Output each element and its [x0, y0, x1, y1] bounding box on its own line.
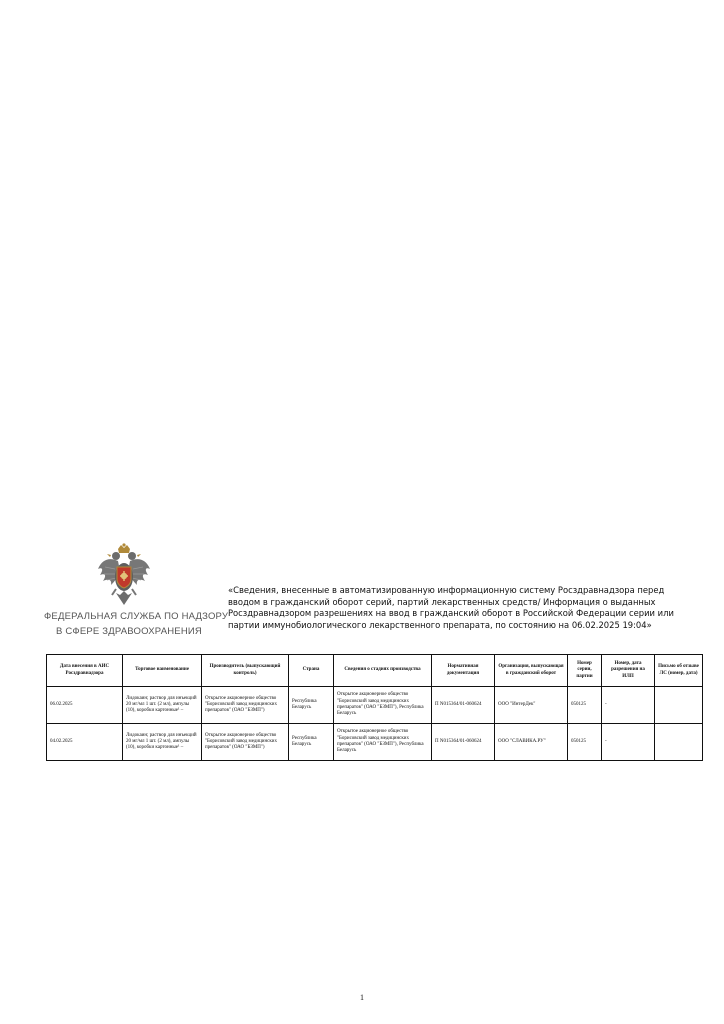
column-header: Организация, выпускающая в гражданский оборот	[495, 655, 568, 687]
agency-name	[44, 609, 229, 639]
registry-table	[46, 654, 703, 761]
column-header: Производитель (выпускающий контроль)	[202, 655, 289, 687]
table-header-row	[47, 655, 703, 687]
column-header: Страна	[289, 655, 334, 687]
cell-series-number: 050125	[568, 724, 602, 761]
cell-date: 04.02.2025	[47, 724, 123, 761]
cell-organization: ООО "ИнтерДек"	[495, 687, 568, 724]
document-title: «Сведения, внесенные в автоматизированную информационную систему Росздравнадзора перед вводом в гражданский оборот серий, партий лекарственных средств/ Информация о выданных Росздравнадзором разрешениях на ввод в гражданский оборот в Российской Федерации серии или партии иммунобиологического лекарственного препарата, по состоянию на 06.02.2025 19:04»	[228, 585, 674, 630]
cell-normative-doc: П N015364/01-060624	[432, 724, 495, 761]
cell-manufacturer: Открытое акционерное общество "Борисовский завод медицинских препаратов" (ОАО "БЗМП")	[202, 687, 289, 724]
cell-trade-name: Лидокаин; раствор для инъекций 20 мг/мл 1 шт. (2 мл), ампулы (10), коробки картонные¹ –	[123, 687, 202, 724]
page-number: 1	[360, 993, 364, 1002]
agency-name-line-2: В СФЕРЕ ЗДРАВООХРАНЕНИЯ	[55, 626, 202, 637]
cell-recall-letter	[655, 724, 703, 761]
cell-production-stages: Открытое акционерное общество "Борисовский завод медицинских препаратов" (ОАО "БЗМП"), Республика Беларусь	[334, 724, 432, 761]
table-row	[47, 687, 703, 724]
cell-manufacturer: Открытое акционерное общество "Борисовский завод медицинских препаратов" (ОАО "БЗМП")	[202, 724, 289, 761]
column-header: Номер, дата разрешения на ИЛП	[602, 655, 655, 687]
table-row	[47, 724, 703, 761]
cell-country: Республика Беларусь	[289, 687, 334, 724]
column-header: Дата внесения в АИС Росздравнадзора	[47, 655, 123, 687]
double-headed-eagle-emblem-icon	[96, 543, 152, 609]
cell-production-stages: Открытое акционерное общество "Борисовский завод медицинских препаратов" (ОАО "БЗМП"), Республика Беларусь	[334, 687, 432, 724]
cell-organization: ООО "СЛАВИКА.РУ"	[495, 724, 568, 761]
cell-country: Республика Беларусь	[289, 724, 334, 761]
cell-permit: -	[602, 724, 655, 761]
column-header: Номер серии, партии	[568, 655, 602, 687]
column-header: Нормативная документация	[432, 655, 495, 687]
cell-normative-doc: П N015364/01-060624	[432, 687, 495, 724]
agency-name-line-1: ФЕДЕРАЛЬНАЯ СЛУЖБА ПО НАДЗОРУ	[44, 611, 229, 622]
column-header: Письмо об отзыве ЛС (номер, дата)	[655, 655, 703, 687]
column-header: Сведения о стадиях производства	[334, 655, 432, 687]
cell-series-number: 050125	[568, 687, 602, 724]
cell-recall-letter	[655, 687, 703, 724]
cell-trade-name: Лидокаин; раствор для инъекций 20 мг/мл 1 шт. (2 мл), ампулы (10), коробки картонные¹ –	[123, 724, 202, 761]
cell-permit: -	[602, 687, 655, 724]
cell-date: 06.02.2025	[47, 687, 123, 724]
column-header: Торговое наименование	[123, 655, 202, 687]
